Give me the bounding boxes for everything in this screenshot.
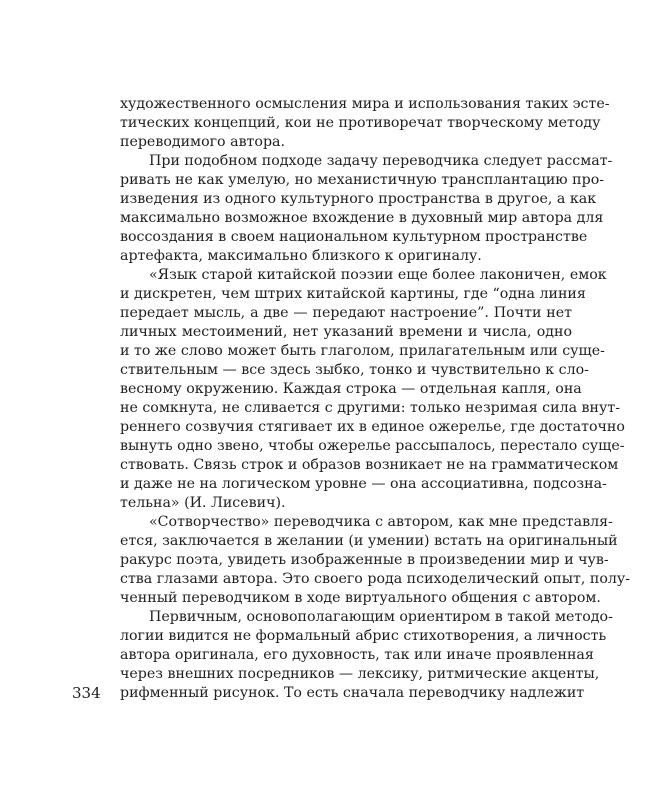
text-line: «Сотворчество» переводчика с автором, как мне представля-: [149, 514, 613, 530]
text-line: автора оригинала, его духовность, так или иначе проявленная: [120, 647, 594, 663]
text-line: передает мысль, а две — передают настроение”. Почти нет: [120, 305, 572, 321]
text-line: реннего созвучия стягивает их в единое ожерелье, где достаточно: [120, 419, 625, 435]
text-line: логии видится не формальный абрис стихотворения, а личность: [120, 628, 607, 644]
text-line: Первичным, основополагающим ориентиром в такой методо-: [149, 609, 613, 625]
text-line: ривать не как умелую, но механистичную трансплантацию про-: [120, 172, 605, 188]
text-line: и то же слово может быть глаголом, прилагательным или суще-: [120, 343, 605, 359]
text-line: При подобном подходе задачу переводчика следует рассмат-: [149, 153, 613, 169]
text-line: весному окружению. Каждая строка — отдельная капля, она: [120, 381, 582, 397]
page-number: 334: [72, 684, 101, 702]
text-line: ракурс поэта, увидеть изображенные в произведении мир и чув-: [120, 552, 609, 568]
text-line: тельна» (И. Лисевич).: [120, 495, 286, 511]
text-line: ченный переводчиком в ходе виртуального общения с автором.: [120, 590, 601, 606]
text-line: рифменный рисунок. То есть сначала переводчику надлежит: [120, 685, 585, 701]
text-line: «Язык старой китайской поэзии еще более лаконичен, емок: [149, 267, 607, 283]
text-line: воссоздания в своем национальном культурном пространстве: [120, 229, 588, 245]
text-line: ствительным — все здесь зыбко, тонко и чувствительно к сло-: [120, 362, 589, 378]
text-line: вынуть одно звено, чтобы ожерелье рассыпалось, перестало суще-: [120, 438, 625, 454]
text-line: ствовать. Связь строк и образов возникает не на грамматическом: [120, 457, 619, 473]
text-line: и даже не на логическом уровне — она ассоциативна, подсозна-: [120, 476, 607, 492]
text-line: ется, заключается в желании (и умении) встать на оригинальный: [120, 533, 618, 549]
text-line: артефакта, максимально близкого к оригиналу.: [120, 248, 482, 264]
text-line: максимально возможное вхождение в духовный мир автора для: [120, 210, 604, 226]
text-line: личных местоимений, нет указаний времени и числа, одно: [120, 324, 572, 340]
text-line: не сомкнута, не сливается с другими: только незримая сила внут-: [120, 400, 620, 416]
text-line: художественного осмысления мира и использования таких эсте-: [120, 96, 610, 112]
text-line: тических концепций, кои не противоречат творческому методу: [120, 115, 601, 131]
text-line: и дискретен, чем штрих китайской картины, где “одна линия: [120, 286, 586, 302]
text-line: ства глазами автора. Это своего рода психоделический опыт, полу-: [120, 571, 631, 587]
text-line: переводимого автора.: [120, 134, 285, 150]
body-text: [120, 95, 631, 703]
text-line: изведения из одного культурного пространства в другое, а как: [120, 191, 597, 207]
text-line: через внешних посредников — лексику, ритмические акценты,: [120, 666, 600, 682]
